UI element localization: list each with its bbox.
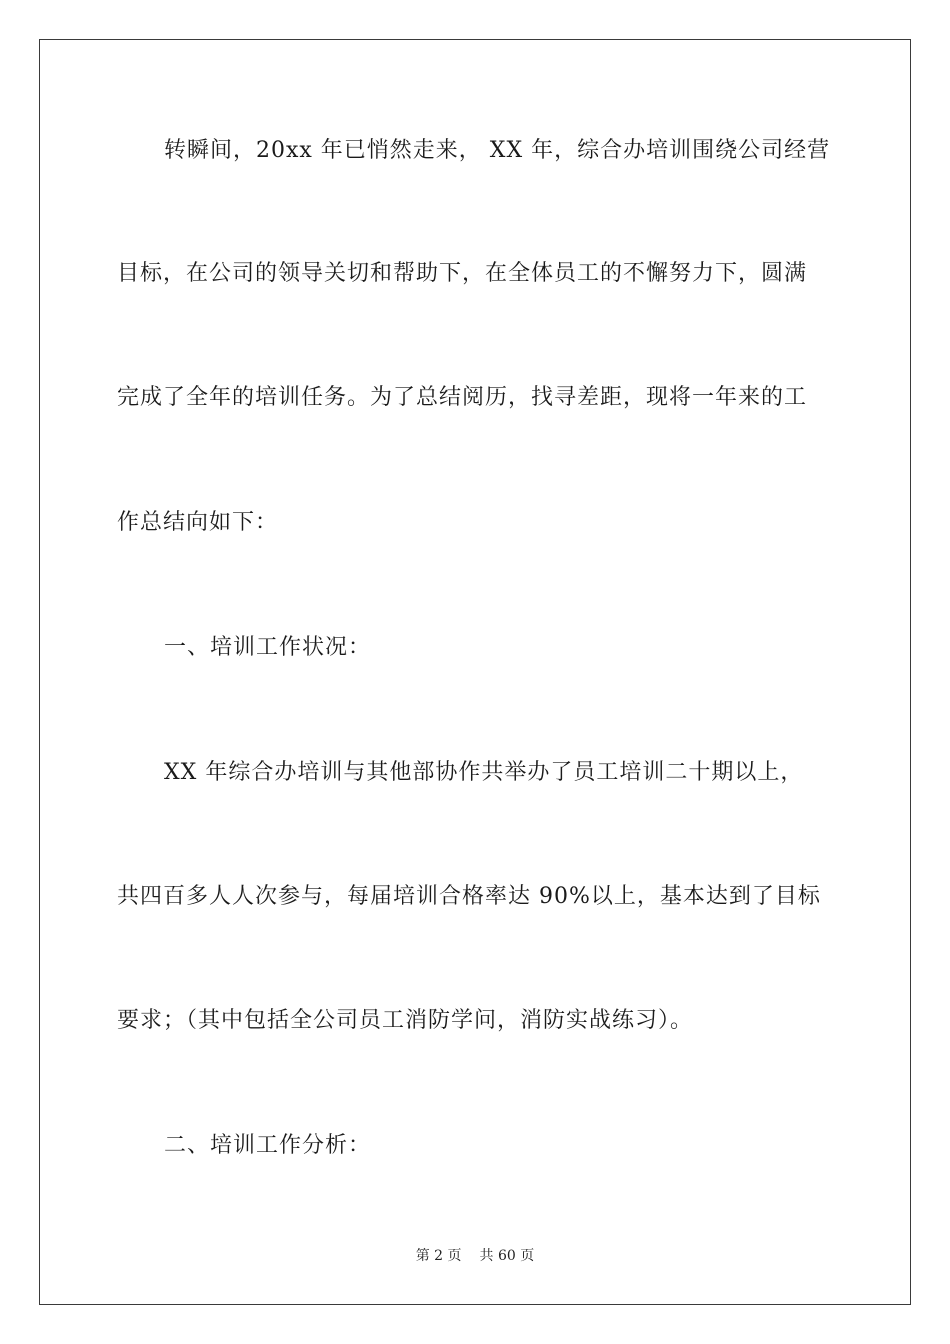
page-number: 第 2 页 xyxy=(415,1248,462,1264)
section-heading-2: 二、培训工作分析： xyxy=(164,1133,372,1158)
paragraph-1-line-2: 目标，在公司的领导关切和帮助下，在全体员工的不懈努力下，圆满 xyxy=(117,261,808,286)
paragraph-2-line-3: 要求；（其中包括全公司员工消防学问，消防实战练习）。 xyxy=(117,1008,694,1033)
section-heading-1: 一、培训工作状况： xyxy=(164,635,372,660)
paragraph-2-line-1: XX 年综合办培训与其他部协作共举办了员工培训二十期以上， xyxy=(164,760,804,785)
page-total: 共 60 页 xyxy=(479,1248,535,1264)
page-border xyxy=(39,39,911,1305)
paragraph-2-line-2: 共四百多人人次参与，每届培训合格率达 90%以上，基本达到了目标 xyxy=(117,884,821,909)
paragraph-1-line-1: 转瞬间，20xx 年已悄然走来， XX 年，综合办培训围绕公司经营 xyxy=(164,138,831,163)
paragraph-1-line-3: 完成了全年的培训任务。为了总结阅历，找寻差距，现将一年来的工 xyxy=(117,385,808,410)
paragraph-1-line-4: 作总结向如下： xyxy=(117,510,279,535)
page-footer xyxy=(0,1247,950,1265)
